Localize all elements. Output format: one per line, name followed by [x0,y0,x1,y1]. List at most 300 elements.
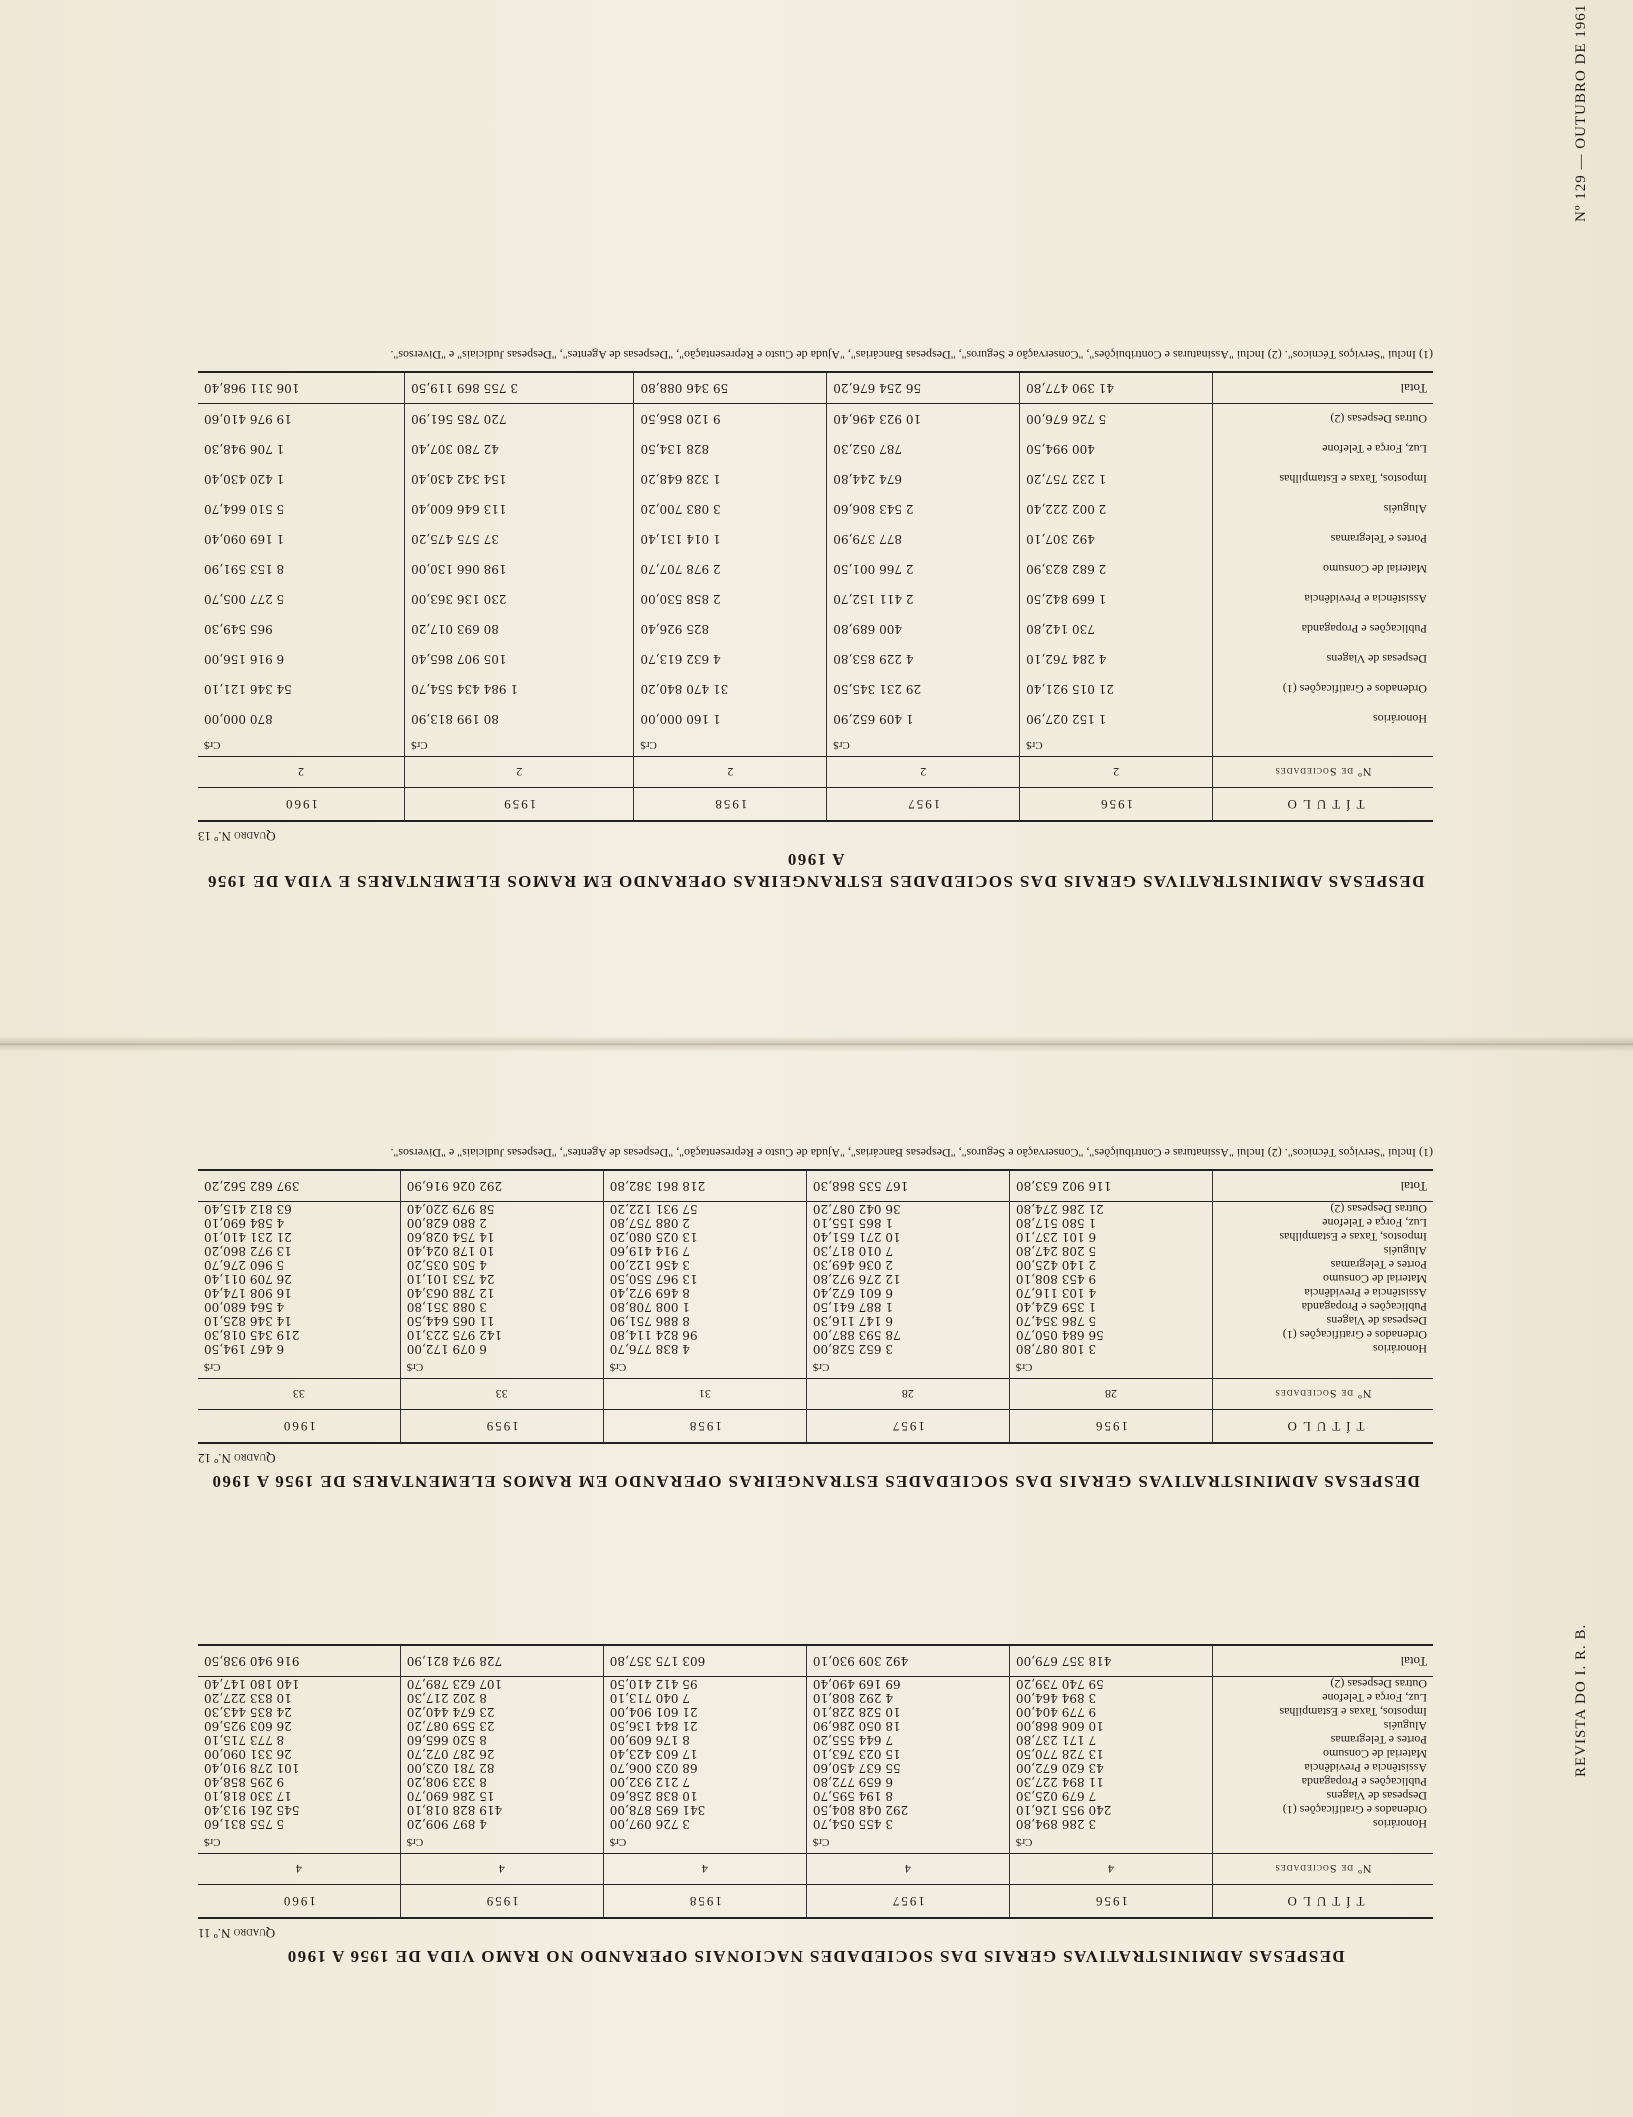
quadro-11-table [198,1644,1433,1919]
row-value: 870 000,00 [198,704,405,734]
row-value: 59 740 739,20 [1009,1677,1212,1692]
row-label: Ordenados e Gratificações (1) [1282,1803,1427,1817]
row-value: 31 470 840,20 [634,674,827,704]
row-value: 21 601 904,00 [603,1705,806,1719]
header-year: 1959 [405,788,634,822]
row-value: 2 411 152,70 [827,584,1020,614]
row-label: Publicações e Propaganda [1301,1775,1427,1789]
quadro-12-number: Quadro N.º 12 [198,1451,276,1466]
quadro-13-body [198,372,1433,788]
table-row [198,1286,1433,1300]
row-value: 219 345 018,30 [198,1328,400,1342]
row-value: 3 894 464,00 [1009,1691,1212,1705]
currency-blank [1213,1356,1434,1379]
row-value: 5 755 831,60 [198,1817,400,1831]
row-value: 12 788 063,40 [400,1286,603,1300]
table-row [198,1775,1433,1789]
sociedades-count: 4 [198,1854,400,1885]
table-row [198,1342,1433,1356]
table-row [198,1677,1433,1692]
row-value: 4 229 853,80 [827,644,1020,674]
row-value: 15 286 690,70 [400,1789,603,1803]
currency-unit: Cr$ [198,1831,400,1854]
sociedades-count: 31 [603,1379,806,1410]
row-value: 6 601 672,40 [806,1286,1009,1300]
row-value: 1 580 517,80 [1009,1216,1212,1230]
quadro-13-section [198,347,1433,892]
row-label: Outras Despesas (2) [1330,1677,1427,1691]
table-row [198,614,1433,644]
row-value: 142 975 223,10 [400,1328,603,1342]
row-value: 8 323 908,20 [400,1775,603,1789]
row-value: 4 292 808,10 [806,1691,1009,1705]
row-value: 8 886 751,90 [603,1314,806,1328]
sociedades-count: 2 [827,757,1020,788]
row-value: 3 083 700,20 [634,494,827,524]
table-row [198,1258,1433,1272]
quadro-11-number: Quadro N.º 11 [198,1926,276,1941]
quadro-13-number: Quadro N.º 13 [198,829,276,844]
table-row [198,554,1433,584]
row-value: 4 103 116,70 [1009,1286,1212,1300]
row-label: Ordenados e Gratificações (1) [1282,1328,1427,1342]
table-row [198,1705,1433,1719]
row-value: 24 753 101,10 [400,1272,603,1286]
row-label: Aluguéis [1383,502,1427,516]
row-value: 5 786 354,70 [1009,1314,1212,1328]
row-value: 19 976 410,60 [198,404,405,435]
row-value: 24 835 443,30 [198,1705,400,1719]
row-label: Honorários [1373,1342,1427,1356]
total-value: 218 861 382,80 [603,1170,806,1202]
row-value: 21 231 410,10 [198,1230,400,1244]
row-value: 2 766 001,50 [827,554,1020,584]
row-value: 26 709 011,40 [198,1272,400,1286]
total-value: 116 902 633,80 [1009,1170,1212,1202]
row-value: 720 785 561,90 [405,404,634,435]
row-value: 4 838 776,70 [603,1342,806,1356]
row-value: 730 142,80 [1020,614,1213,644]
currency-unit: Cr$ [806,1356,1009,1379]
sociedades-count: 2 [1020,757,1213,788]
sociedades-count: 28 [806,1379,1009,1410]
table-row [198,494,1433,524]
row-value: 2 978 707,70 [634,554,827,584]
row-value: 69 169 490,40 [806,1677,1009,1692]
sociedades-label: Nº de Sociedades [1213,757,1434,788]
row-value: 3 652 528,00 [806,1342,1009,1356]
table-header-row [198,788,1433,822]
row-value: 2 880 628,00 [400,1216,603,1230]
row-value: 80 693 017,20 [405,614,634,644]
quadro-13-title: DESPESAS ADMINISTRATIVAS GERAIS DAS SOCIEDADES ESTRANGEIRAS OPERANDO EM RAMOS ELEMENTARES E VIDA DE 1956 A 1960 [206,850,1425,891]
row-value: 78 593 887,00 [806,1328,1009,1342]
row-label: Despesas de Viagens [1326,652,1427,666]
table-row [198,1230,1433,1244]
row-value: 7 679 025,30 [1009,1789,1212,1803]
quadro-12-title: DESPESAS ADMINISTRATIVAS GERAIS DAS SOCIEDADES ESTRANGEIRAS OPERANDO EM RAMOS ELEMENTARES DE 1956 A 1960 [211,1472,1420,1491]
row-label: Portes e Telegramas [1330,1258,1427,1272]
row-value: 12 276 972,80 [806,1272,1009,1286]
currency-blank [1213,1831,1434,1854]
row-value: 1 169 090,40 [198,524,405,554]
row-value: 15 023 763,10 [806,1747,1009,1761]
total-value: 106 311 968,40 [198,372,405,404]
row-label: Publicações e Propaganda [1301,622,1427,636]
row-value: 7 171 237,80 [1009,1733,1212,1747]
row-value: 8 773 715,10 [198,1733,400,1747]
row-value: 21 015 921,40 [1020,674,1213,704]
table-row [198,1244,1433,1258]
row-label: Outras Despesas (2) [1330,1202,1427,1216]
row-value: 14 754 028,60 [400,1230,603,1244]
table-row [198,524,1433,554]
header-year: 1956 [1020,788,1213,822]
row-value: 1 014 131,40 [634,524,827,554]
currency-unit: Cr$ [634,734,827,757]
row-label: Material de Consumo [1323,1272,1427,1286]
row-value: 8 520 665,60 [400,1733,603,1747]
total-label: Total [1213,1170,1434,1202]
header-year: 1959 [400,1885,603,1919]
row-value: 400 994,50 [1020,434,1213,464]
total-value: 603 175 357,80 [603,1645,806,1677]
row-value: 56 684 050,70 [1009,1328,1212,1342]
sociedades-count: 4 [1009,1854,1212,1885]
row-value: 1 984 434 554,70 [405,674,634,704]
quadro-11-body [198,1645,1433,1885]
row-value: 8 194 595,70 [806,1789,1009,1803]
table-row [198,644,1433,674]
row-value: 1 669 842,50 [1020,584,1213,614]
row-value: 2 002 222,40 [1020,494,1213,524]
total-row [198,372,1433,404]
row-value: 6 147 116,30 [806,1314,1009,1328]
row-value: 10 923 496,40 [827,404,1020,435]
row-value: 105 907 865,40 [405,644,634,674]
header-year: 1960 [198,1410,400,1444]
table-row [198,1789,1433,1803]
row-value: 26 287 072,70 [400,1747,603,1761]
row-value: 80 199 813,90 [405,704,634,734]
row-value: 3 286 894,80 [1009,1817,1212,1831]
header-year: 1956 [1009,1410,1212,1444]
quadro-12-body [198,1170,1433,1410]
table-row [198,1314,1433,1328]
row-value: 2 543 806,60 [827,494,1020,524]
row-value: 10 833 227,20 [198,1691,400,1705]
sociedades-count: 2 [634,757,827,788]
row-value: 787 052,30 [827,434,1020,464]
sociedades-row [198,1854,1433,1885]
row-label: Luz, Força e Telefone [1322,1691,1427,1705]
quadro-12-section [198,1145,1433,1492]
row-value: 26 331 090,00 [198,1747,400,1761]
quadro-13-table [198,371,1433,822]
row-value: 10 178 024,40 [400,1244,603,1258]
sociedades-count: 2 [405,757,634,788]
row-value: 7 010 817,30 [806,1244,1009,1258]
total-value: 728 974 821,90 [400,1645,603,1677]
row-value: 23 674 440,20 [400,1705,603,1719]
row-value: 10 528 228,10 [806,1705,1009,1719]
row-value: 58 979 220,40 [400,1202,603,1217]
row-value: 400 689,80 [827,614,1020,644]
row-value: 63 812 415,40 [198,1202,400,1217]
row-value: 674 244,80 [827,464,1020,494]
header-year: 1957 [827,788,1020,822]
row-value: 54 346 121,10 [198,674,405,704]
row-value: 230 136 363,00 [405,584,634,614]
table-row [198,1300,1433,1314]
row-value: 10 838 258,60 [603,1789,806,1803]
row-value: 1 887 641,50 [806,1300,1009,1314]
row-value: 492 307,10 [1020,524,1213,554]
header-year: 1960 [198,788,405,822]
row-value: 9 120 856,50 [634,404,827,435]
sociedades-count: 4 [806,1854,1009,1885]
row-value: 419 828 018,10 [400,1803,603,1817]
row-value: 198 066 130,00 [405,554,634,584]
running-head-journal: REVISTA DO I. R. B. [1573,1623,1589,1777]
row-value: 2 088 757,80 [603,1216,806,1230]
row-value: 1 706 948,30 [198,434,405,464]
row-value: 1 232 757,20 [1020,464,1213,494]
sociedades-count: 2 [198,757,405,788]
currency-unit: Cr$ [1009,1356,1212,1379]
row-value: 9 453 808,10 [1009,1272,1212,1286]
row-value: 6 467 194,50 [198,1342,400,1356]
table-row [198,1216,1433,1230]
row-value: 11 065 644,50 [400,1314,603,1328]
row-value: 4 505 035,20 [400,1258,603,1272]
row-value: 23 559 087,20 [400,1719,603,1733]
header-titulo: TÍTULO [1213,1885,1434,1919]
currency-unit: Cr$ [1009,1831,1212,1854]
currency-unit: Cr$ [827,734,1020,757]
row-value: 3 108 087,80 [1009,1342,1212,1356]
row-value: 82 781 023,00 [400,1761,603,1775]
header-titulo: TÍTULO [1213,788,1434,822]
row-label: Honorários [1373,712,1427,726]
header-year: 1958 [603,1885,806,1919]
row-value: 828 134,50 [634,434,827,464]
row-value: 965 549,30 [198,614,405,644]
currency-row [198,1831,1433,1854]
table-row [198,584,1433,614]
total-value: 397 682 562,20 [198,1170,400,1202]
row-value: 1 409 652,90 [827,704,1020,734]
currency-blank [1213,734,1434,757]
row-label: Portes e Telegramas [1330,1733,1427,1747]
row-value: 154 342 430,40 [405,464,634,494]
currency-row [198,734,1433,757]
row-value: 37 575 475,20 [405,524,634,554]
table-row [198,1719,1433,1733]
row-value: 8 176 609,00 [603,1733,806,1747]
table-row [198,1747,1433,1761]
row-value: 1 160 000,00 [634,704,827,734]
row-value: 26 603 925,60 [198,1719,400,1733]
row-value: 10 606 868,00 [1009,1719,1212,1733]
row-label: Ordenados e Gratificações (1) [1282,682,1427,696]
quadro-11-section [198,1644,1433,1967]
row-value: 17 330 818,10 [198,1789,400,1803]
currency-unit: Cr$ [603,1831,806,1854]
sociedades-row [198,757,1433,788]
row-value: 101 278 910,40 [198,1761,400,1775]
quadro-13-footnote: (1) Inclui "Serviços Técnicos". (2) Inclui "Assinaturas e Contribuições", "Conservação e Seguros", "Despesas Bancárias", "Ajuda de Custo e Representação", "Despesas de Agentes", "Despesas Judiciais" e "Diversos". [390,348,1433,362]
table-header-row [198,1410,1433,1444]
table-row [198,404,1433,435]
table-row [198,1733,1433,1747]
row-value: 545 261 913,40 [198,1803,400,1817]
row-value: 5 208 247,80 [1009,1244,1212,1258]
row-value: 1 359 624,40 [1009,1300,1212,1314]
row-value: 4 564 680,00 [198,1300,400,1314]
currency-unit: Cr$ [198,1356,400,1379]
row-value: 29 231 345,50 [827,674,1020,704]
row-value: 13 972 860,20 [198,1244,400,1258]
row-value: 113 646 600,40 [405,494,634,524]
row-value: 5 726 676,00 [1020,404,1213,435]
row-value: 18 050 286,90 [806,1719,1009,1733]
row-value: 6 079 172,00 [400,1342,603,1356]
row-value: 5 510 664,70 [198,494,405,524]
table-row [198,1761,1433,1775]
sociedades-label: Nº de Sociedades [1213,1379,1434,1410]
row-value: 1 328 648,20 [634,464,827,494]
row-value: 4 584 690,10 [198,1216,400,1230]
row-label: Impostos, Taxas e Estampilhas [1279,1705,1427,1719]
sociedades-label: Nº de Sociedades [1213,1854,1434,1885]
row-value: 4 897 909,20 [400,1817,603,1831]
row-label: Luz, Força e Telefone [1322,442,1427,456]
row-value: 6 916 156,00 [198,644,405,674]
row-label: Assistência e Previdência [1304,1286,1427,1300]
total-value: 167 535 868,30 [806,1170,1009,1202]
sociedades-row [198,1379,1433,1410]
currency-unit: Cr$ [198,734,405,757]
row-value: 292 048 804,50 [806,1803,1009,1817]
row-value: 2 036 469,30 [806,1258,1009,1272]
table-row [198,1272,1433,1286]
row-value: 5 960 276,70 [198,1258,400,1272]
row-value: 825 926,40 [634,614,827,644]
row-value: 1 420 430,40 [198,464,405,494]
row-value: 2 140 425,00 [1009,1258,1212,1272]
header-year: 1957 [806,1410,1009,1444]
row-value: 11 894 227,30 [1009,1775,1212,1789]
row-value: 3 726 097,00 [603,1817,806,1831]
row-value: 3 088 351,80 [400,1300,603,1314]
row-label: Impostos, Taxas e Estampilhas [1279,1230,1427,1244]
currency-unit: Cr$ [603,1356,806,1379]
row-value: 240 955 126,10 [1009,1803,1212,1817]
row-label: Material de Consumo [1323,1747,1427,1761]
row-value: 96 824 114,80 [603,1328,806,1342]
row-value: 1 865 155,10 [806,1216,1009,1230]
row-label: Despesas de Viagens [1326,1314,1427,1328]
row-label: Despesas de Viagens [1326,1789,1427,1803]
row-value: 7 212 932,00 [603,1775,806,1789]
currency-unit: Cr$ [400,1831,603,1854]
row-label: Luz, Força e Telefone [1322,1216,1427,1230]
row-label: Publicações e Propaganda [1301,1300,1427,1314]
row-value: 9 779 404,00 [1009,1705,1212,1719]
row-value: 4 284 762,10 [1020,644,1213,674]
total-value: 56 254 676,20 [827,372,1020,404]
total-value: 916 940 938,50 [198,1645,400,1677]
table-row [198,434,1433,464]
quadro-12-table [198,1169,1433,1444]
row-value: 8 469 972,40 [603,1286,806,1300]
header-year: 1956 [1009,1885,1212,1919]
row-label: Material de Consumo [1323,562,1427,576]
row-value: 6 659 772,80 [806,1775,1009,1789]
total-row [198,1170,1433,1202]
total-value: 59 346 088,80 [634,372,827,404]
running-head-issue: Nº 129 — OUTUBRO DE 1961 [1573,3,1589,222]
row-value: 10 271 651,40 [806,1230,1009,1244]
header-year: 1959 [400,1410,603,1444]
row-label: Outras Despesas (2) [1330,412,1427,426]
total-label: Total [1213,372,1434,404]
sociedades-count: 4 [603,1854,806,1885]
table-header-row [198,1885,1433,1919]
row-value: 2 682 823,90 [1020,554,1213,584]
header-year: 1957 [806,1885,1009,1919]
row-value: 8 202 217,30 [400,1691,603,1705]
total-row [198,1645,1433,1677]
header-year: 1958 [603,1410,806,1444]
row-value: 107 623 789,70 [400,1677,603,1692]
row-label: Aluguéis [1383,1719,1427,1733]
row-value: 7 644 555,20 [806,1733,1009,1747]
table-row [198,1202,1433,1217]
row-value: 8 153 591,90 [198,554,405,584]
row-value: 95 412 410,50 [603,1677,806,1692]
row-value: 43 620 672,00 [1009,1761,1212,1775]
row-value: 13 025 080,20 [603,1230,806,1244]
row-value: 3 456 122,00 [603,1258,806,1272]
row-value: 7 914 419,60 [603,1244,806,1258]
table-row [198,674,1433,704]
row-value: 877 379,90 [827,524,1020,554]
row-label: Honorários [1373,1817,1427,1831]
currency-unit: Cr$ [1020,734,1213,757]
currency-unit: Cr$ [400,1356,603,1379]
table-row [198,1817,1433,1831]
row-value: 13 967 550,50 [603,1272,806,1286]
row-label: Aluguéis [1383,1244,1427,1258]
row-value: 2 858 530,00 [634,584,827,614]
table-row [198,464,1433,494]
row-value: 5 277 005,70 [198,584,405,614]
total-value: 41 390 477,80 [1020,372,1213,404]
row-value: 17 603 423,40 [603,1747,806,1761]
row-value: 55 637 450,60 [806,1761,1009,1775]
row-label: Portes e Telegramas [1330,532,1427,546]
quadro-11-title: DESPESAS ADMINISTRATIVAS GERAIS DAS SOCIEDADES NACIONAIS OPERANDO NO RAMO VIDA DE 1956 A 1960 [286,1947,1345,1966]
sociedades-count: 4 [400,1854,603,1885]
row-value: 13 728 770,50 [1009,1747,1212,1761]
table-row [198,1328,1433,1342]
currency-unit: Cr$ [405,734,634,757]
row-value: 3 455 054,70 [806,1817,1009,1831]
header-titulo: TÍTULO [1213,1410,1434,1444]
total-value: 418 357 679,00 [1009,1645,1212,1677]
